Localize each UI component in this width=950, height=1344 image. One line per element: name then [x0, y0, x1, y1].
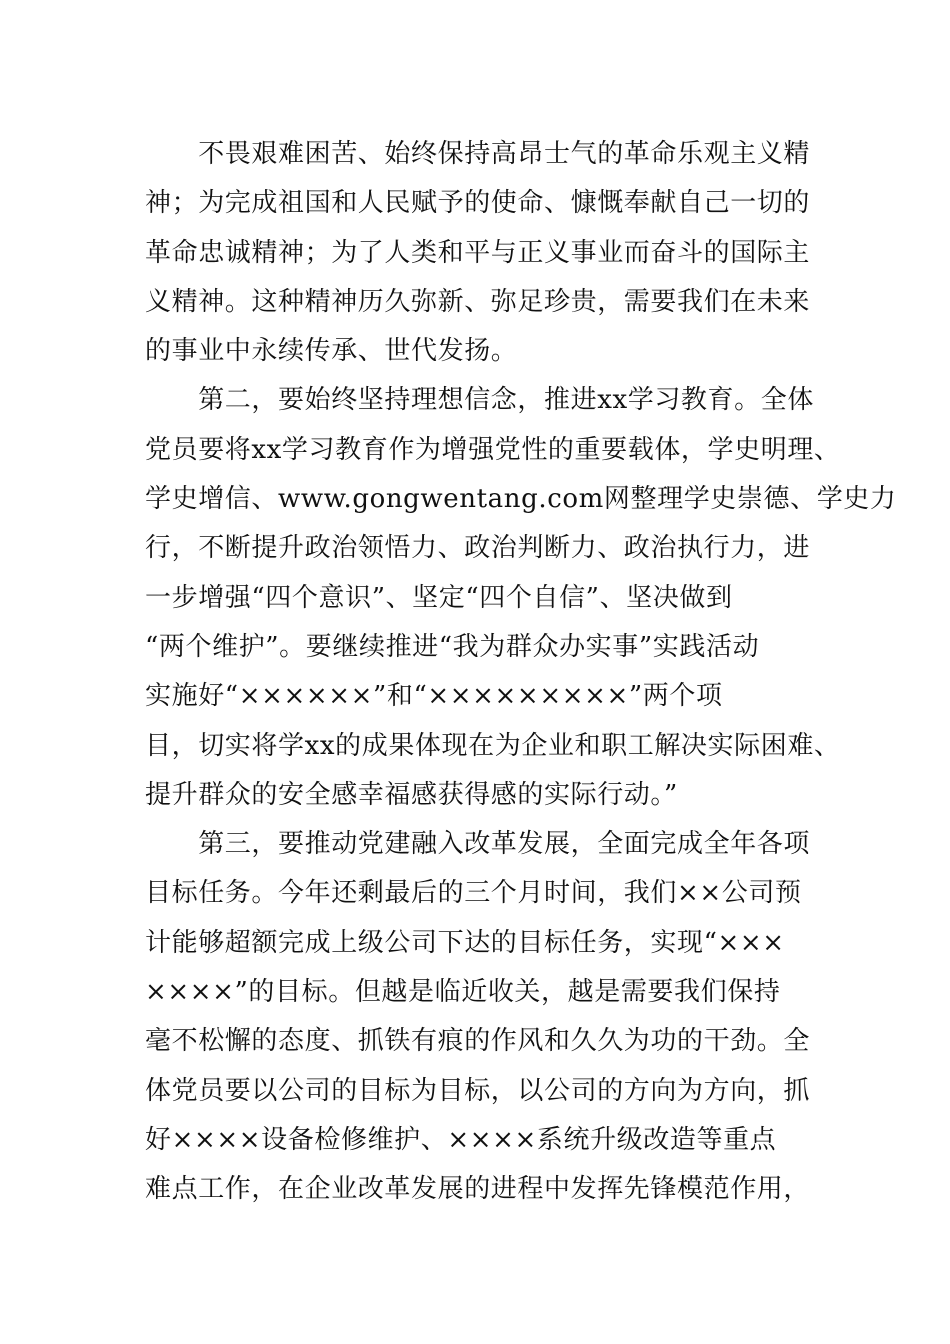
text-line: 难点工作，在企业改革发展的进程中发挥先锋模范作用，	[145, 1174, 811, 1205]
text-line: 神；为完成祖国和人民赋予的使命、慷慨奉献自己一切的	[145, 188, 811, 219]
text-line: ××××”的目标。但越是临近收关，越是需要我们保持	[145, 977, 781, 1008]
text-line: 目标任务。今年还剩最后的三个月时间，我们××公司预	[145, 878, 802, 909]
text-line: 党员要将xx学习教育作为增强党性的重要载体，学史明理、	[145, 434, 841, 465]
text-line: “两个维护”。要继续推进“我为群众办实事”实践活动	[145, 631, 760, 662]
text-line: 一步增强“四个意识”、坚定“四个自信”、坚决做到	[145, 582, 733, 613]
text-line: 第二，要始终坚持理想信念，推进xx学习教育。全体	[145, 385, 814, 416]
text-line: 的事业中永续传承、世代发扬。	[145, 336, 518, 367]
text-line: 毫不松懈的态度、抓铁有痕的作风和久久为功的干劲。全	[145, 1026, 811, 1057]
text-line: 第三，要推动党建融入改革发展，全面完成全年各项	[145, 829, 811, 860]
text-line: 目，切实将学xx的成果体现在为企业和职工解决实际困难、	[145, 730, 841, 761]
text-line: 计能够超额完成上级公司下达的目标任务，实现“×××	[145, 927, 785, 958]
text-line: 革命忠诚精神；为了人类和平与正义事业而奋斗的国际主	[145, 237, 811, 268]
text-line: 体党员要以公司的目标为目标，以公司的方向为方向，抓	[145, 1075, 811, 1106]
text-line: 不畏艰难困苦、始终保持高昂士气的革命乐观主义精	[145, 139, 811, 169]
text-line: 义精神。这种精神历久弥新、弥足珍贵，需要我们在未来	[145, 286, 811, 317]
text-line: 实施好“××××××”和“×××××××××”两个项	[145, 681, 723, 712]
text-line: 行，不断提升政治领悟力、政治判断力、政治执行力，进	[145, 533, 811, 564]
text-line: 提升群众的安全感幸福感获得感的实际行动。”	[145, 779, 678, 810]
text-line: 好××××设备检修维护、××××系统升级改造等重点	[145, 1124, 777, 1155]
document-body	[145, 130, 897, 1215]
text-line: 学史增信、www.gongwentang.com网整理学史崇德、学史力	[145, 484, 897, 515]
